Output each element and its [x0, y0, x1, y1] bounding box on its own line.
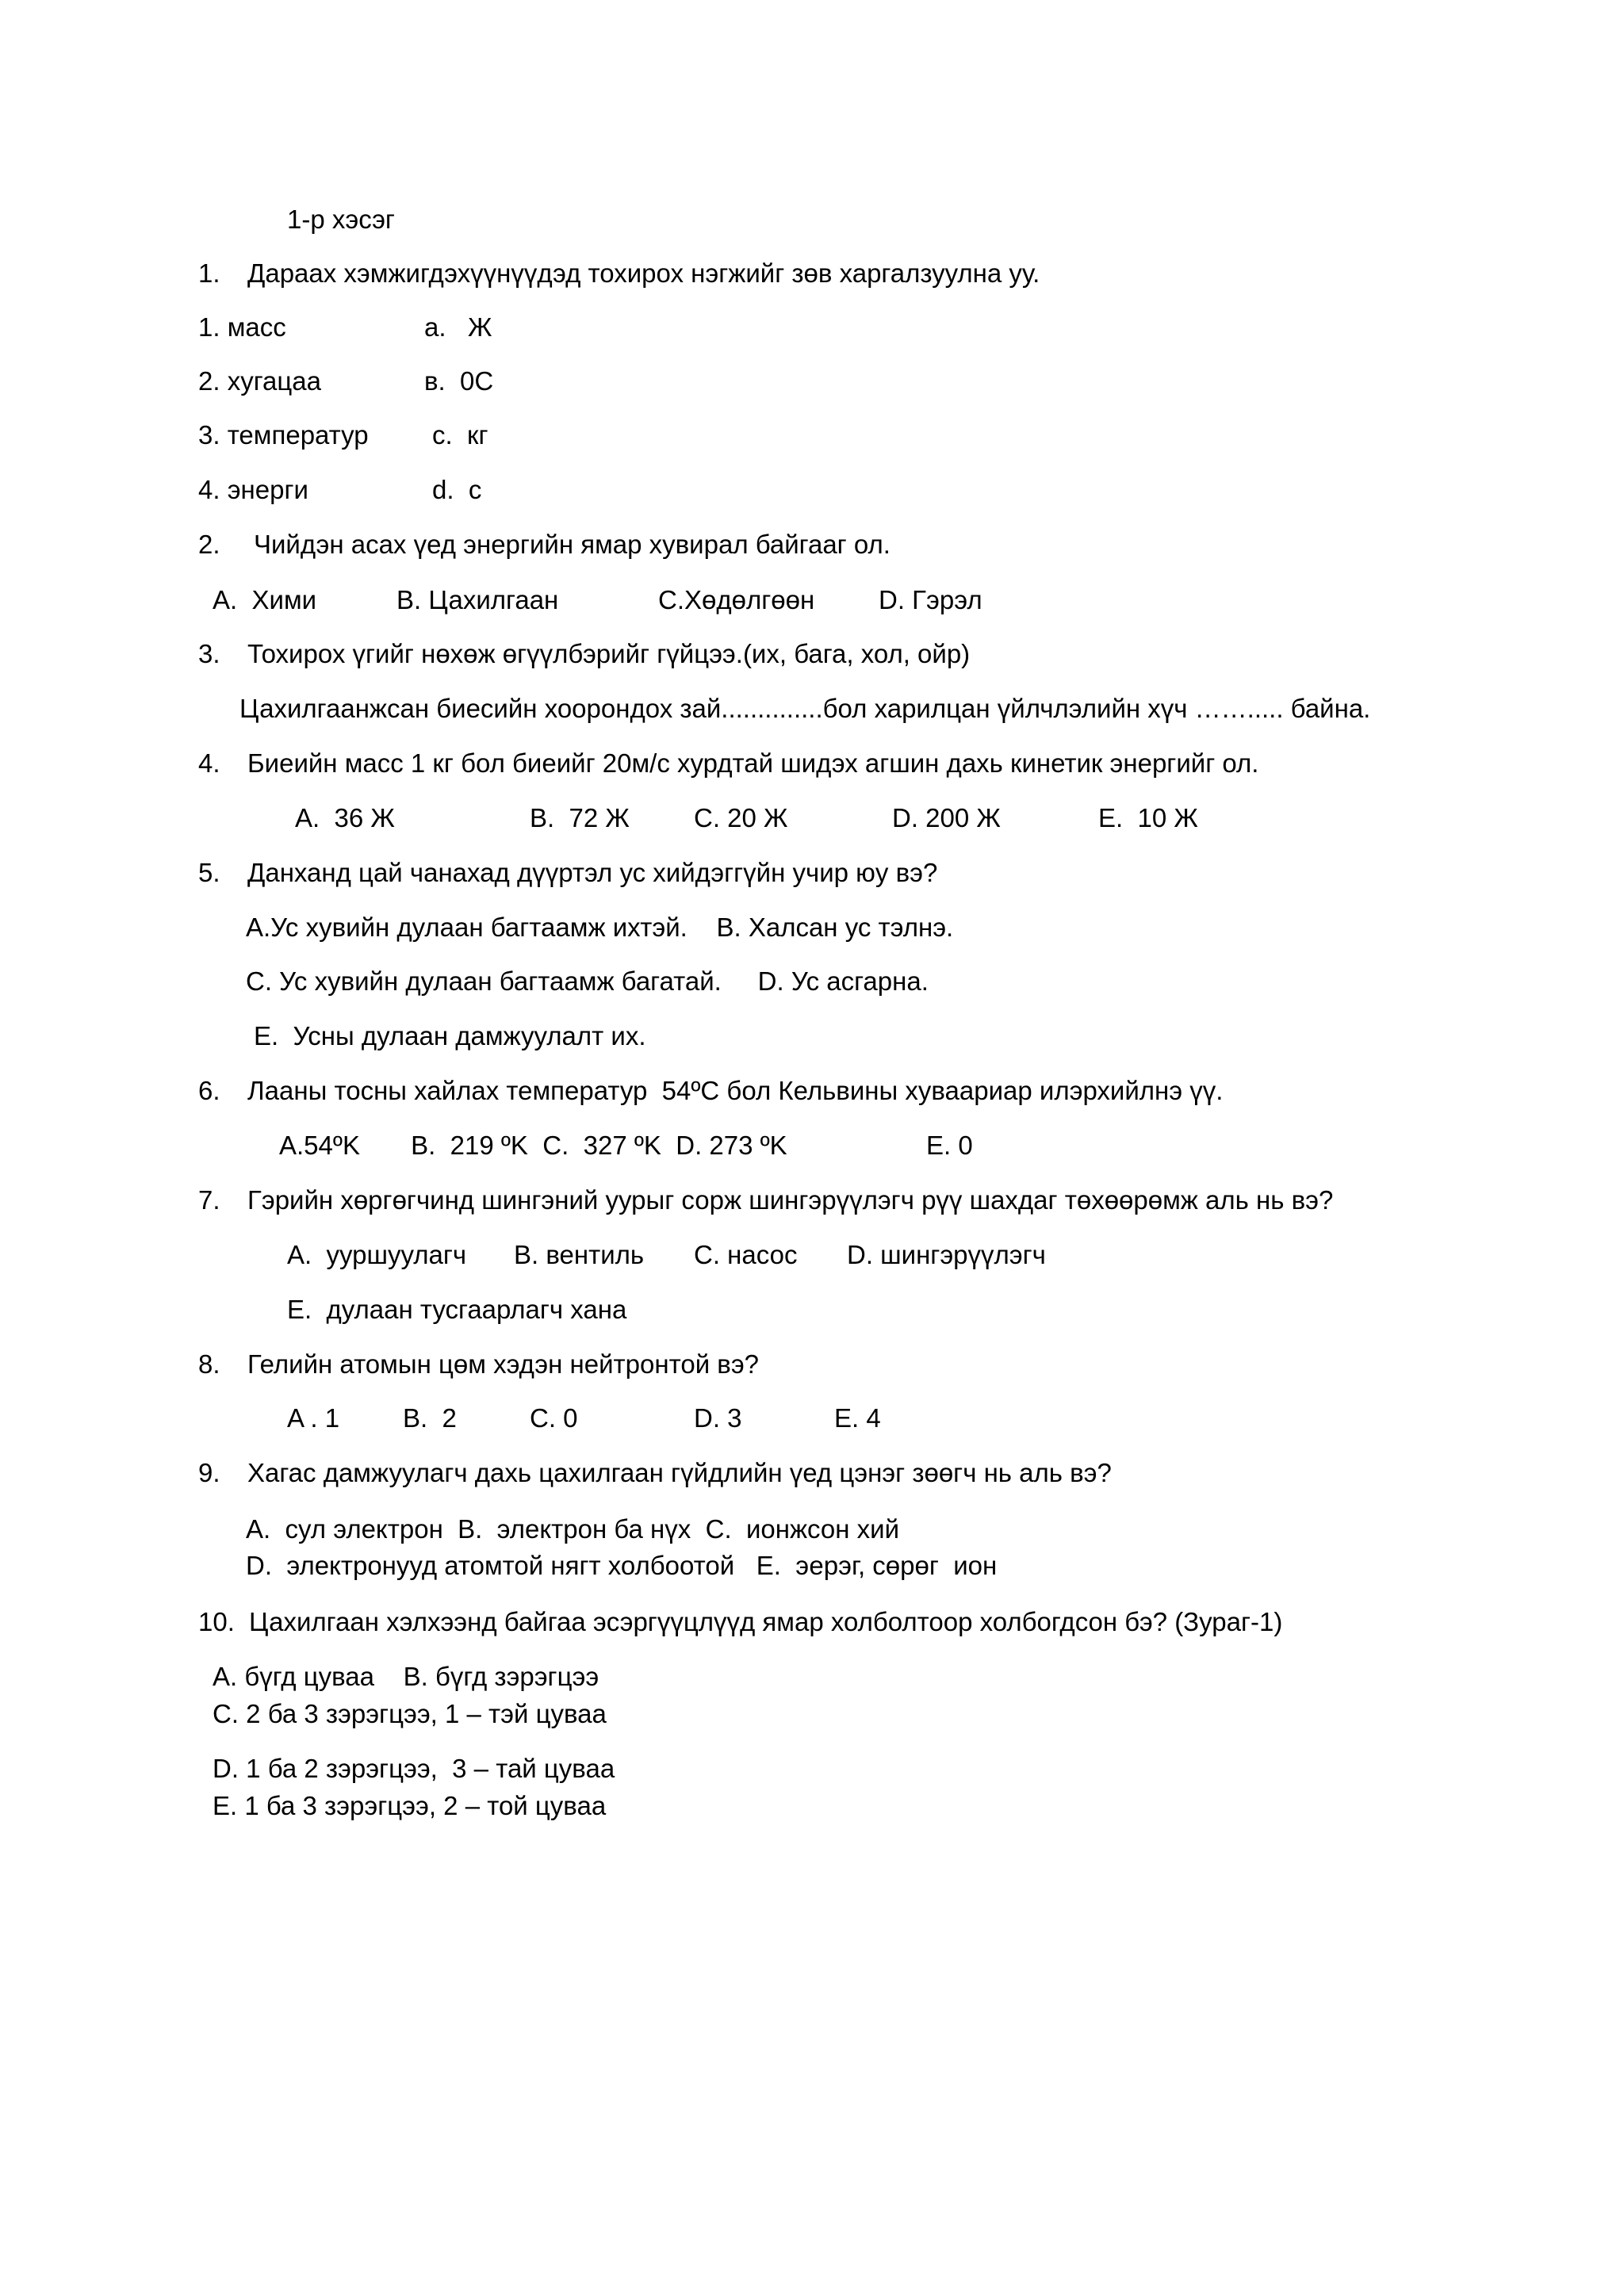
question-number: 7. — [198, 1185, 220, 1215]
question-text: Данханд цай чанахад дүүртэл ус хийдэггүйн учир юу вэ? — [247, 858, 938, 887]
q1-left-item: 3. температур — [198, 420, 369, 450]
question-number: 10. — [198, 1607, 235, 1636]
q8-option-a: A . 1 — [287, 1403, 340, 1433]
q7-option-e: E. дулаан тусгаарлагч хана — [287, 1295, 627, 1324]
q2-option-c: C.Хөдөлгөөн — [658, 585, 815, 614]
question-text: Биеийн масс 1 кг бол биеийг 20м/с хурдтай шидэх агшин дахь кинетик энергийг ол. — [247, 748, 1259, 778]
question-7 — [198, 1187, 1333, 1213]
q2-option-d: D. Гэрэл — [879, 585, 982, 614]
q8-option-b: B. 2 — [403, 1403, 457, 1433]
question-text: Чийдэн асах үед энергийн ямар хувирал байгааг ол. — [254, 530, 891, 559]
question-number: 8. — [198, 1349, 220, 1379]
question-text: Цахилгаан хэлхээнд байгаа эсэргүүцлүүд ямар холболтоор холбогдсон бэ? (Зураг-1) — [249, 1607, 1283, 1636]
question-10 — [198, 1609, 1282, 1635]
q1-left-item: 1. масс — [198, 312, 286, 342]
q8-option-e: E. 4 — [834, 1403, 881, 1433]
question-text: Гэрийн хөргөгчинд шингэний уурыг сорж шингэрүүлэгч рүү шахдаг төхөөрөмж аль нь вэ? — [247, 1185, 1334, 1215]
q10-options-line: C. 2 ба 3 зэрэгцээ, 1 – тэй цуваа — [213, 1699, 607, 1728]
q10-options-line: E. 1 ба 3 зэрэгцээ, 2 – той цуваа — [213, 1791, 607, 1820]
question-1 — [198, 260, 1040, 286]
q1-left-item: 2. хугацаа — [198, 366, 321, 396]
question-9 — [198, 1460, 1112, 1486]
q5-options-line: E. Усны дулаан дамжуулалт их. — [254, 1021, 646, 1050]
q7-option-c: C. насос — [694, 1240, 798, 1269]
question-2 — [198, 531, 891, 557]
question-number: 5. — [198, 858, 220, 887]
q8-option-d: D. 3 — [694, 1403, 742, 1433]
q7-option-b: B. вентиль — [514, 1240, 645, 1269]
question-number: 4. — [198, 748, 220, 778]
q3-fill-in-sentence: Цахилгаанжсан биесийн хоорондох зай..............бол харилцан үйлчлэлийн хүч ……..... байна. — [239, 694, 1371, 723]
q9-options-line: D. электронууд атомтой нягт холбоотой E. эерэг, сөрөг ион — [246, 1551, 998, 1580]
question-text: Тохирох үгийг нөхөж өгүүлбэрийг гүйцээ.(их, бага, хол, ойр) — [247, 639, 971, 668]
q9-options-line: A. сул электрон B. электрон ба нүх C. ионжсон хий — [246, 1514, 900, 1544]
question-5 — [198, 859, 937, 886]
q5-options-line: A.Ус хувийн дулаан багтаамж ихтэй. B. Халсан ус тэлнэ. — [246, 913, 954, 942]
question-text: Лааны тосны хайлах температур 54ºC бол Кельвины хуваариар илэрхийлнэ үү. — [247, 1076, 1224, 1105]
q10-options-line: D. 1 ба 2 зэрэгцээ, 3 – тай цуваа — [213, 1754, 615, 1783]
question-text: Гелийн атомын цөм хэдэн нейтронтой вэ? — [247, 1349, 760, 1379]
question-4 — [198, 750, 1258, 776]
q4-option-d: D. 200 Ж — [892, 803, 1001, 832]
question-number: 9. — [198, 1458, 220, 1487]
question-3 — [198, 641, 970, 667]
q5-options-line: C. Ус хувийн дулаан багтаамж багатай. D. Ус асгарна. — [246, 966, 929, 996]
question-6 — [198, 1077, 1223, 1104]
question-text: Дараах хэмжигдэхүүнүүдэд тохирох нэгжийг зөв харгалзуулна уу. — [247, 258, 1040, 288]
q8-option-c: C. 0 — [530, 1403, 578, 1433]
question-number: 6. — [198, 1076, 220, 1105]
q1-right-item: c. кг — [432, 420, 488, 450]
q4-option-a: A. 36 Ж — [295, 803, 395, 832]
question-text: Хагас дамжуулагч дахь цахилгаан гүйдлийн үед цэнэг зөөгч нь аль вэ? — [247, 1458, 1112, 1487]
q10-options-line: A. бүгд цуваа B. бүгд зэрэгцээ — [213, 1662, 599, 1691]
q1-right-item: a. Ж — [424, 312, 492, 342]
question-number: 1. — [198, 258, 220, 288]
q1-right-item: d. с — [432, 475, 482, 504]
question-number: 2. — [198, 530, 220, 559]
q4-option-c: C. 20 Ж — [694, 803, 788, 832]
q7-option-d: D. шингэрүүлэгч — [847, 1240, 1046, 1269]
question-number: 3. — [198, 639, 220, 668]
q6-options-line: A.54ºK B. 219 ºK C. 327 ºK D. 273 ºK — [279, 1131, 787, 1160]
q2-option-b: B. Цахилгаан — [396, 585, 559, 614]
q7-option-a: A. ууршуулагч — [287, 1240, 467, 1269]
question-8 — [198, 1351, 759, 1377]
q6-option-e: E. 0 — [926, 1131, 973, 1160]
q4-option-e: E. 10 Ж — [1098, 803, 1198, 832]
q4-option-b: B. 72 Ж — [530, 803, 630, 832]
q2-option-a: A. Хими — [213, 585, 317, 614]
q1-right-item: в. 0С — [424, 366, 494, 396]
section-title: 1-р хэсэг — [287, 205, 395, 234]
q1-left-item: 4. энерги — [198, 475, 308, 504]
